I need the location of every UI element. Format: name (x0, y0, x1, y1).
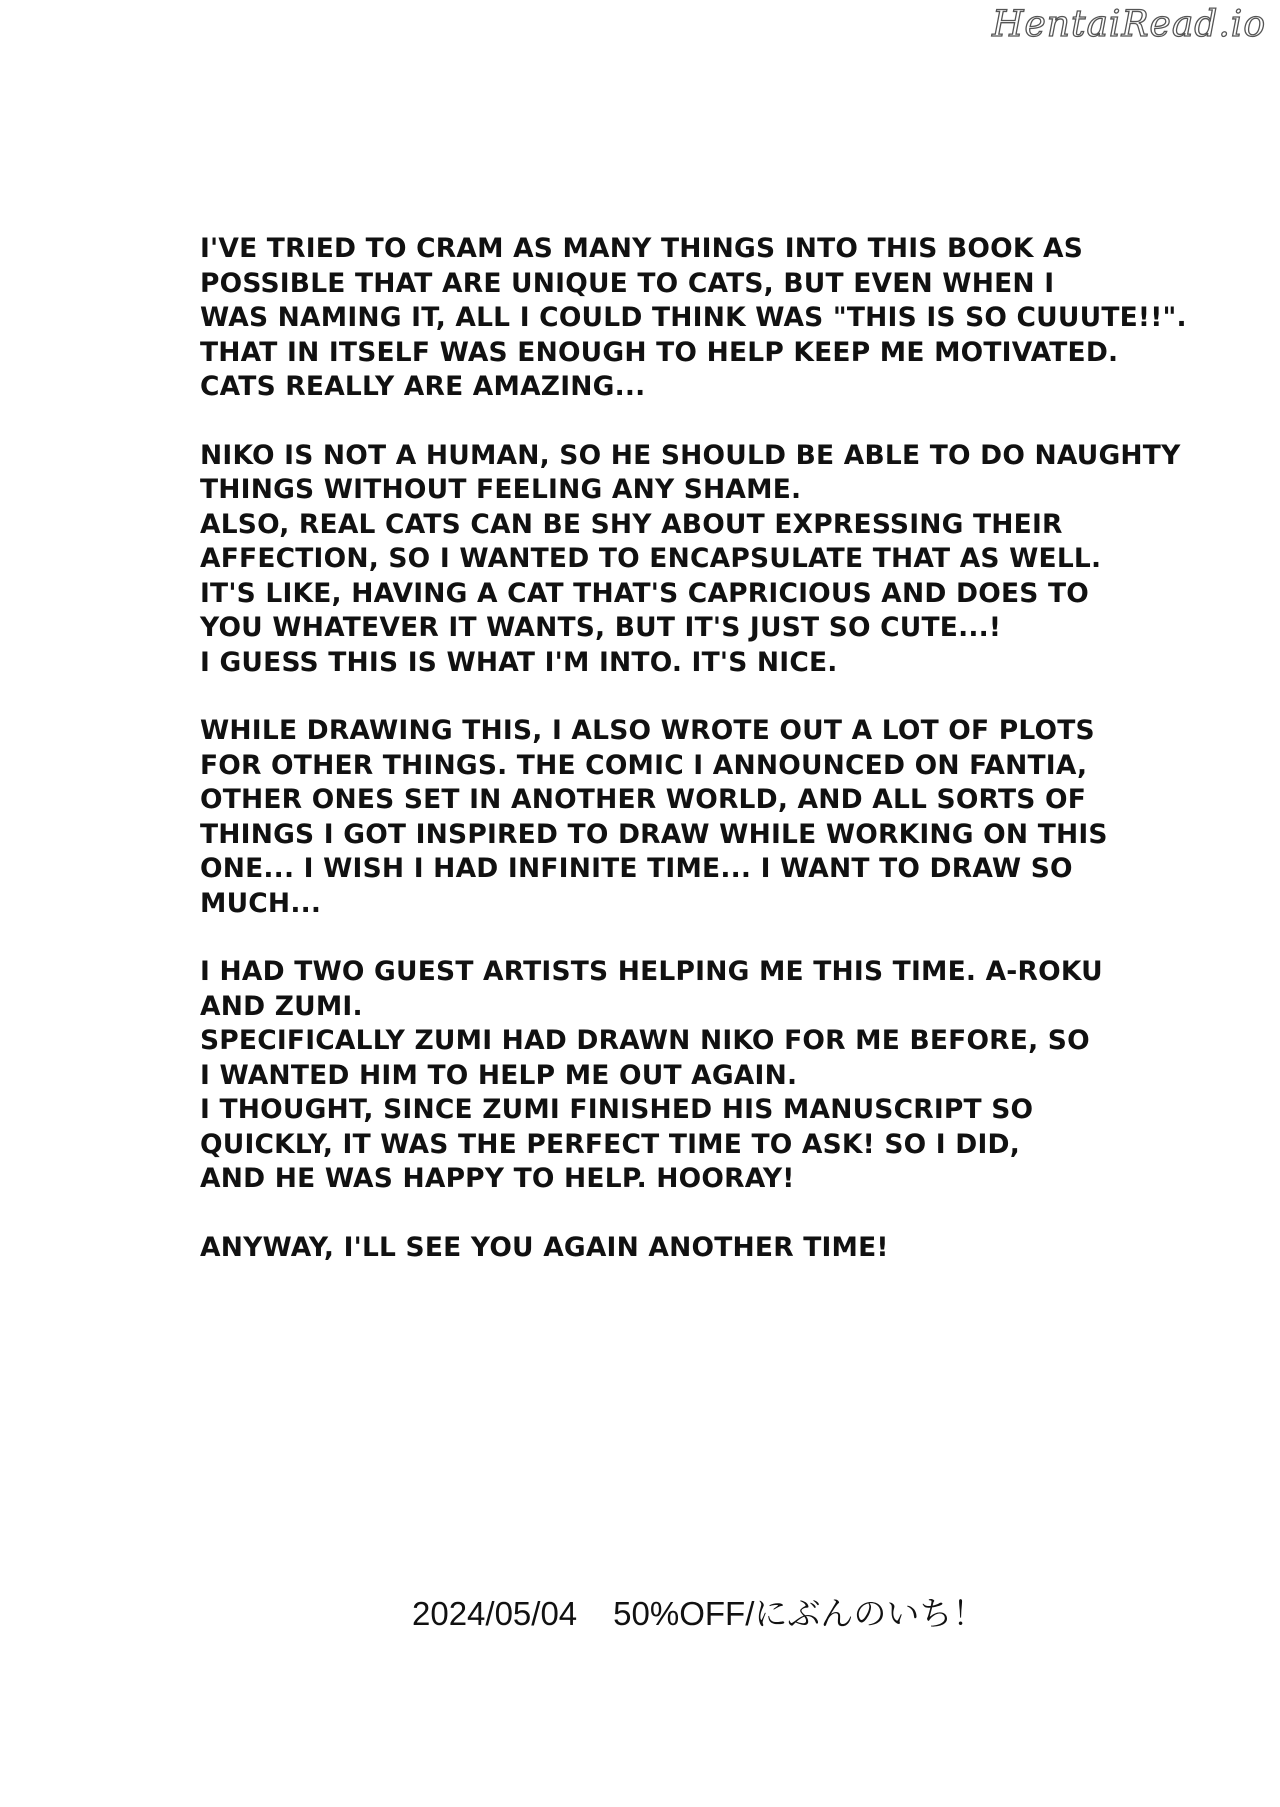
publication-date: 2024/05/04 (412, 1595, 578, 1632)
text-line: THAT IN ITSELF WAS ENOUGH TO HELP KEEP ME MOTIVATED. (200, 336, 1119, 368)
text-line: WHILE DRAWING THIS, I ALSO WROTE OUT A LOT OF PLOTS (200, 715, 1095, 746)
text-line: ALSO, REAL CATS CAN BE SHY ABOUT EXPRESSING THEIR (200, 508, 1063, 540)
circle-credit: 50%OFF/にぶんのいち！ (613, 1595, 986, 1632)
text-line: I GUESS THIS IS WHAT I'M INTO. IT'S NICE. (200, 646, 838, 678)
paragraph-1 (200, 232, 1200, 405)
paragraph-5 (200, 1231, 1200, 1266)
text-line: POSSIBLE THAT ARE UNIQUE TO CATS, BUT EVEN WHEN I (200, 267, 1055, 299)
text-line: AND HE WAS HAPPY TO HELP. HOORAY! (200, 1163, 795, 1194)
paragraph-4 (200, 955, 1200, 1197)
text-line: FOR OTHER THINGS. THE COMIC I ANNOUNCED ON FANTIA, (200, 749, 1088, 781)
text-line: WAS NAMING IT, ALL I COULD THINK WAS "THIS IS SO CUUUTE!!". (200, 302, 1187, 333)
text-line: I'VE TRIED TO CRAM AS MANY THINGS INTO THIS BOOK AS (200, 233, 1084, 264)
text-line: YOU WHATEVER IT WANTS, BUT IT'S JUST SO CUTE...! (200, 612, 1002, 643)
text-line: ONE... I WISH I HAD INFINITE TIME... I WANT TO DRAW SO (200, 853, 1073, 884)
text-line: QUICKLY, IT WAS THE PERFECT TIME TO ASK! SO I DID, (200, 1128, 1020, 1160)
text-line: MUCH... (200, 887, 322, 919)
text-line: IT'S LIKE, HAVING A CAT THAT'S CAPRICIOUS AND DOES TO (200, 577, 1089, 609)
afterword-text (200, 232, 1200, 1299)
text-line: CATS REALLY ARE AMAZING... (200, 371, 646, 402)
text-line: SPECIFICALLY ZUMI HAD DRAWN NIKO FOR ME BEFORE, SO (200, 1025, 1090, 1056)
publication-footer (412, 1588, 985, 1635)
text-line: AFFECTION, SO I WANTED TO ENCAPSULATE THAT AS WELL. (200, 543, 1102, 574)
watermark-logo: HentaiRead.io (992, 4, 1266, 45)
text-line: I WANTED HIM TO HELP ME OUT AGAIN. (200, 1059, 798, 1091)
paragraph-2 (200, 439, 1200, 681)
text-line: ANYWAY, I'LL SEE YOU AGAIN ANOTHER TIME! (200, 1231, 889, 1263)
text-line: I THOUGHT, SINCE ZUMI FINISHED HIS MANUSCRIPT SO (200, 1094, 1034, 1125)
text-line: OTHER ONES SET IN ANOTHER WORLD, AND ALL SORTS OF (200, 784, 1086, 815)
text-line: THINGS WITHOUT FEELING ANY SHAME. (200, 474, 802, 505)
paragraph-3 (200, 714, 1200, 921)
text-line: AND ZUMI. (200, 990, 363, 1022)
text-line: NIKO IS NOT A HUMAN, SO HE SHOULD BE ABLE TO DO NAUGHTY (200, 439, 1181, 471)
text-line: THINGS I GOT INSPIRED TO DRAW WHILE WORKING ON THIS (200, 818, 1108, 850)
text-line: I HAD TWO GUEST ARTISTS HELPING ME THIS TIME. A-ROKU (200, 956, 1103, 987)
